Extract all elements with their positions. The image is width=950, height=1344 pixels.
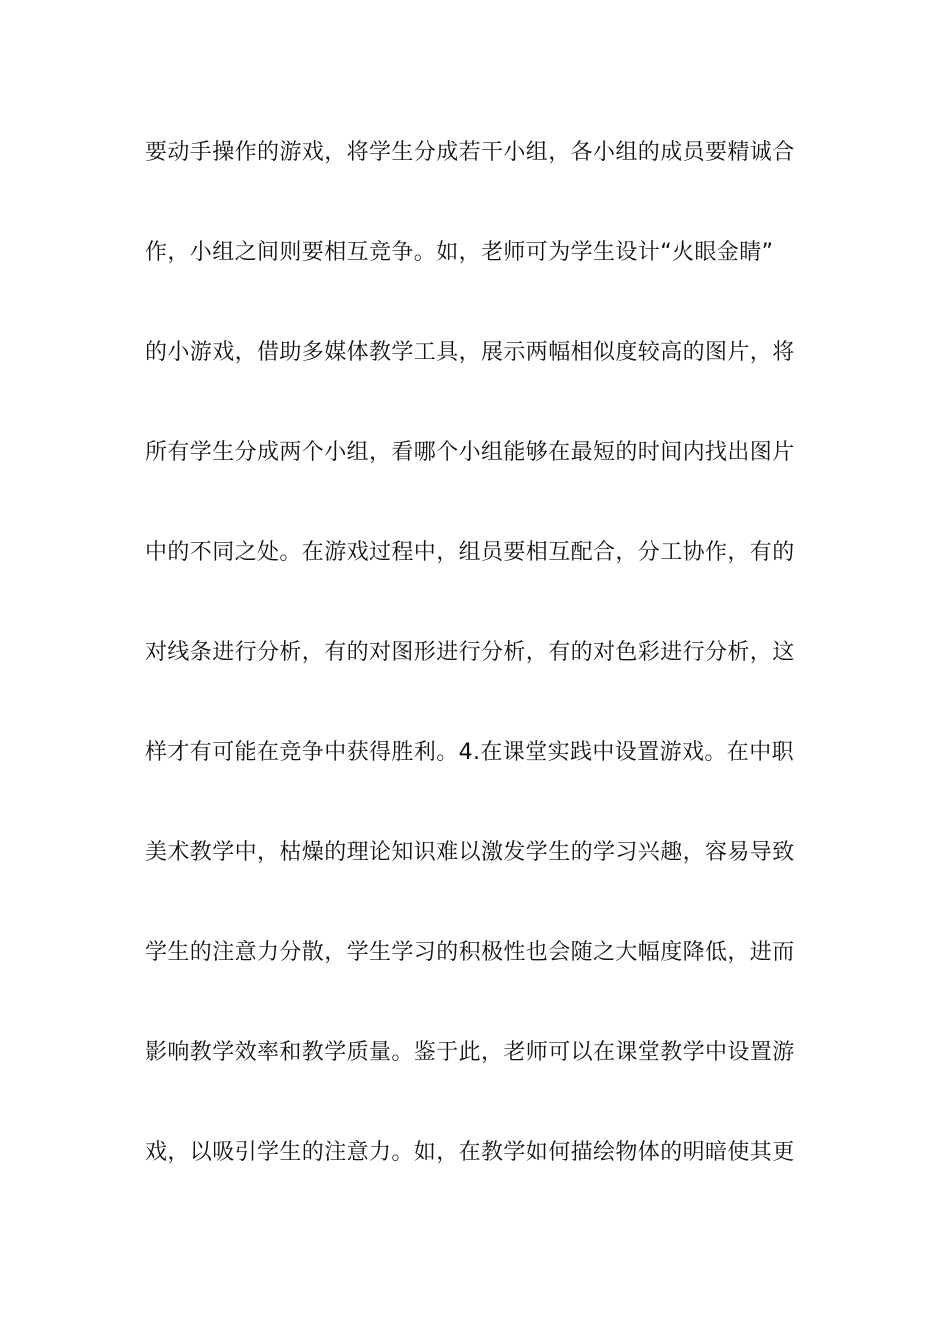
text-line: 影响教学效率和教学质量。鉴于此，老师可以在课堂教学中设置游 (145, 1040, 795, 1065)
text-line: 作，小组之间则要相互竞争。如，老师可为学生设计“火眼金睛” (145, 240, 774, 265)
text-line: 学生的注意力分散，学生学习的积极性也会随之大幅度降低，进而 (145, 940, 795, 965)
text-line: 要动手操作的游戏，将学生分成若干小组，各小组的成员要精诚合 (145, 140, 795, 165)
text-line: 中的不同之处。在游戏过程中，组员要相互配合，分工协作，有的 (145, 540, 795, 565)
text-line: 所有学生分成两个小组，看哪个小组能够在最短的时间内找出图片 (145, 440, 795, 465)
body-text (145, 130, 825, 1230)
text-line: 戏，以吸引学生的注意力。如，在教学如何描绘物体的明暗使其更 (145, 1140, 795, 1165)
text-line: 美术教学中，枯燥的理论知识难以激发学生的学习兴趣，容易导致 (145, 840, 795, 865)
text-line: 的小游戏，借助多媒体教学工具，展示两幅相似度较高的图片，将 (145, 340, 795, 365)
text-line: 对线条进行分析，有的对图形进行分析，有的对色彩进行分析，这 (145, 640, 795, 665)
text-line: 样才有可能在竞争中获得胜利。4.在课堂实践中设置游戏。在中职 (145, 740, 794, 765)
